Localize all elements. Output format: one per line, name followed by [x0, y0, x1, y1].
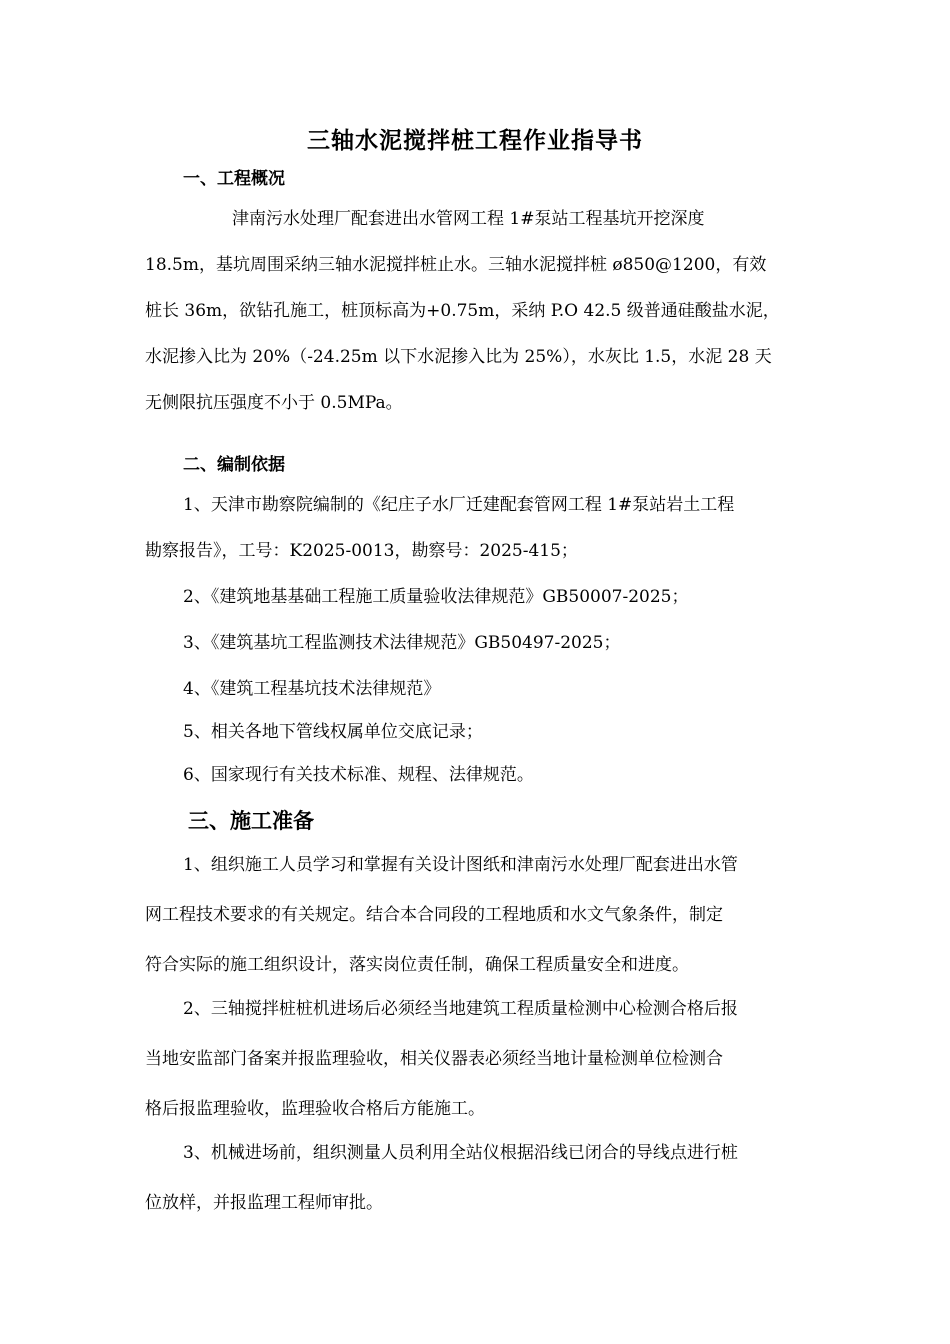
list-item: 4、《建筑工程基坑技术法律规范》: [183, 679, 441, 699]
list-item: 3、《建筑基坑工程监测技术法律规范》GB50497-2025；: [183, 633, 621, 653]
list-item: 3、机械进场前，组织测量人员利用全站仪根据沿线已闭合的导线点进行桩: [183, 1143, 738, 1163]
paragraph-line: 桩长 36m，欲钻孔施工，桩顶标高为+0.75m，采纳 P.O 42.5 级普通硅酸盐水泥，: [145, 301, 780, 321]
section-heading-basis: 二、编制依据: [183, 455, 285, 475]
paragraph-line: 18.5m，基坑周围采纳三轴水泥搅拌桩止水。三轴水泥搅拌桩 ø850@1200，有效: [145, 255, 767, 275]
list-item: 5、相关各地下管线权属单位交底记录；: [183, 722, 483, 742]
list-item-continuation: 符合实际的施工组织设计，落实岗位责任制，确保工程质量安全和进度。: [145, 955, 689, 975]
list-item-continuation: 位放样，并报监理工程师审批。: [145, 1193, 383, 1213]
document-title: 三轴水泥搅拌桩工程作业指导书: [307, 127, 643, 154]
list-item: 2、《建筑地基基础工程施工质量验收法律规范》GB50007-2025；: [183, 587, 689, 607]
list-item: 1、组织施工人员学习和掌握有关设计图纸和津南污水处理厂配套进出水管: [183, 855, 738, 875]
paragraph-line: 津南污水处理厂配套进出水管网工程 1#泵站工程基坑开挖深度: [232, 209, 705, 229]
paragraph-line: 水泥掺入比为 20%（-24.25m 以下水泥掺入比为 25%），水灰比 1.5，水泥 28 天: [145, 347, 772, 367]
list-item: 1、天津市勘察院编制的《纪庄子水厂迁建配套管网工程 1#泵站岩土工程: [183, 495, 735, 515]
section-heading-overview: 一、工程概况: [183, 169, 285, 189]
paragraph-line: 无侧限抗压强度不小于 0.5MPa。: [145, 393, 403, 413]
list-item: 6、国家现行有关技术标准、规程、法律规范。: [183, 765, 534, 785]
list-item-continuation: 网工程技术要求的有关规定。结合本合同段的工程地质和水文气象条件，制定: [145, 905, 723, 925]
list-item-continuation: 格后报监理验收，监理验收合格后方能施工。: [145, 1099, 485, 1119]
list-item: 2、三轴搅拌桩桩机进场后必须经当地建筑工程质量检测中心检测合格后报: [183, 999, 738, 1019]
section-heading-preparation: 三、施工准备: [188, 808, 314, 833]
list-item-continuation: 勘察报告》，工号：K2025-0013，勘察号：2025-415；: [145, 541, 578, 561]
list-item-continuation: 当地安监部门备案并报监理验收，相关仪器表必须经当地计量检测单位检测合: [145, 1049, 723, 1069]
